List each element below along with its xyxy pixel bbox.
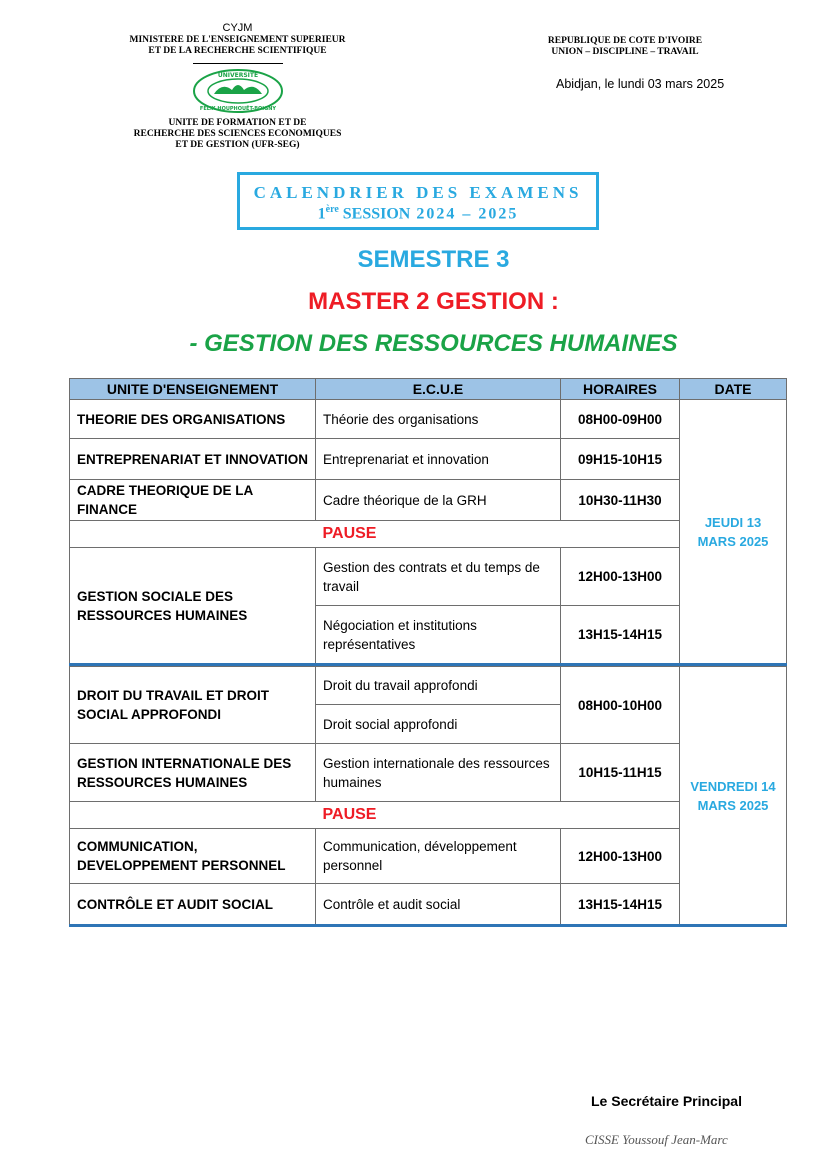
table-row-horaire: 09H15-10H15 bbox=[560, 438, 680, 480]
header-country bbox=[520, 36, 730, 58]
title-line-1: CALENDRIER DES EXAMENS bbox=[253, 183, 583, 202]
session-number: 1 bbox=[317, 205, 326, 223]
column-header-date: DATE bbox=[679, 378, 787, 400]
session-superscript: ère bbox=[325, 204, 339, 215]
logo-top-text: UNIVERSITÉ bbox=[217, 72, 258, 79]
signature-name: CISSE Youssouf Jean-Marc bbox=[585, 1132, 728, 1147]
exam-schedule-table bbox=[69, 378, 787, 927]
title-line-2 bbox=[240, 204, 596, 223]
ministry-line-2: ET DE LA RECHERCHE SCIENTIFIQUE bbox=[148, 46, 327, 56]
semester-heading: SEMESTRE 3 bbox=[357, 246, 510, 273]
table-row-ue: DROIT DU TRAVAIL ET DROIT SOCIAL APPROFONDI bbox=[69, 666, 316, 744]
document-date: Abidjan, le lundi 03 mars 2025 bbox=[556, 77, 725, 91]
ufr-line-2: RECHERCHE DES SCIENCES ECONOMIQUES bbox=[133, 129, 342, 139]
table-row-ue: CONTRÔLE ET AUDIT SOCIAL bbox=[69, 883, 316, 925]
column-header-ecue: E.C.U.E bbox=[315, 378, 561, 400]
table-row-ue: CADRE THEORIQUE DE LA FINANCE bbox=[69, 479, 316, 521]
university-logo-icon bbox=[192, 68, 284, 114]
table-row-horaire: 08H00-10H00 bbox=[560, 666, 680, 744]
table-row-ue: THEORIE DES ORGANISATIONS bbox=[69, 399, 316, 439]
table-row-ecue: Gestion internationale des ressources humaines bbox=[315, 743, 561, 802]
table-row-horaire: 12H00-13H00 bbox=[560, 547, 680, 606]
table-row-ecue: Négociation et institutions représentatives bbox=[315, 605, 561, 664]
logo-bottom-text: FÉLIX HOUPHOUËT-BOIGNY bbox=[199, 106, 276, 112]
column-header-ue: UNITE D'ENSEIGNEMENT bbox=[69, 378, 316, 400]
date-cell: VENDREDI 14 MARS 2025 bbox=[679, 666, 787, 925]
table-row-ecue: Cadre théorique de la GRH bbox=[315, 479, 561, 521]
header-divider bbox=[193, 63, 283, 64]
table-row-ecue: Théorie des organisations bbox=[315, 399, 561, 439]
pause-row: PAUSE bbox=[69, 520, 680, 548]
table-row-horaire: 10H30-11H30 bbox=[560, 479, 680, 521]
title-box bbox=[237, 172, 599, 230]
track-heading: - GESTION DES RESSOURCES HUMAINES bbox=[189, 330, 678, 357]
session-word: SESSION bbox=[338, 205, 411, 223]
ufr-line-3: ET DE GESTION (UFR-SEG) bbox=[175, 140, 300, 150]
date-cell: JEUDI 13 MARS 2025 bbox=[679, 399, 787, 664]
table-row-horaire: 08H00-09H00 bbox=[560, 399, 680, 439]
pause-row: PAUSE bbox=[69, 801, 680, 829]
table-row-ue: GESTION INTERNATIONALE DES RESSOURCES HUMAINES bbox=[69, 743, 316, 802]
table-row-ue: ENTREPRENARIAT ET INNOVATION bbox=[69, 438, 316, 480]
signature-title: Le Secrétaire Principal bbox=[591, 1093, 742, 1109]
session-years: 2024 – 2025 bbox=[410, 205, 519, 223]
country-motto: UNION – DISCIPLINE – TRAVAIL bbox=[551, 47, 699, 57]
ufr-line-1: UNITE DE FORMATION ET DE bbox=[168, 118, 307, 128]
column-header-horaires: HORAIRES bbox=[560, 378, 680, 400]
table-bottom-rule bbox=[69, 924, 787, 927]
table-row-ue: GESTION SOCIALE DES RESSOURCES HUMAINES bbox=[69, 547, 316, 664]
ministry-line-1: MINISTERE DE L'ENSEIGNEMENT SUPERIEUR bbox=[129, 35, 346, 45]
table-row-ecue: Contrôle et audit social bbox=[315, 883, 561, 925]
table-row-ecue: Communication, développement personnel bbox=[315, 828, 561, 884]
table-row-horaire: 13H15-14H15 bbox=[560, 883, 680, 925]
table-row-ecue: Entreprenariat et innovation bbox=[315, 438, 561, 480]
table-row-ecue: Droit social approfondi bbox=[315, 704, 561, 744]
cyjm-label: CYJM bbox=[222, 22, 253, 34]
table-row-horaire: 10H15-11H15 bbox=[560, 743, 680, 802]
table-row-ecue: Gestion des contrats et du temps de travail bbox=[315, 547, 561, 606]
table-row-ue: COMMUNICATION, DEVELOPPEMENT PERSONNEL bbox=[69, 828, 316, 884]
table-row-horaire: 12H00-13H00 bbox=[560, 828, 680, 884]
country-name: REPUBLIQUE DE COTE D'IVOIRE bbox=[547, 36, 703, 46]
program-heading: MASTER 2 GESTION : bbox=[308, 288, 559, 315]
table-row-ecue: Droit du travail approfondi bbox=[315, 666, 561, 705]
header-institution bbox=[100, 22, 375, 151]
table-row-horaire: 13H15-14H15 bbox=[560, 605, 680, 664]
